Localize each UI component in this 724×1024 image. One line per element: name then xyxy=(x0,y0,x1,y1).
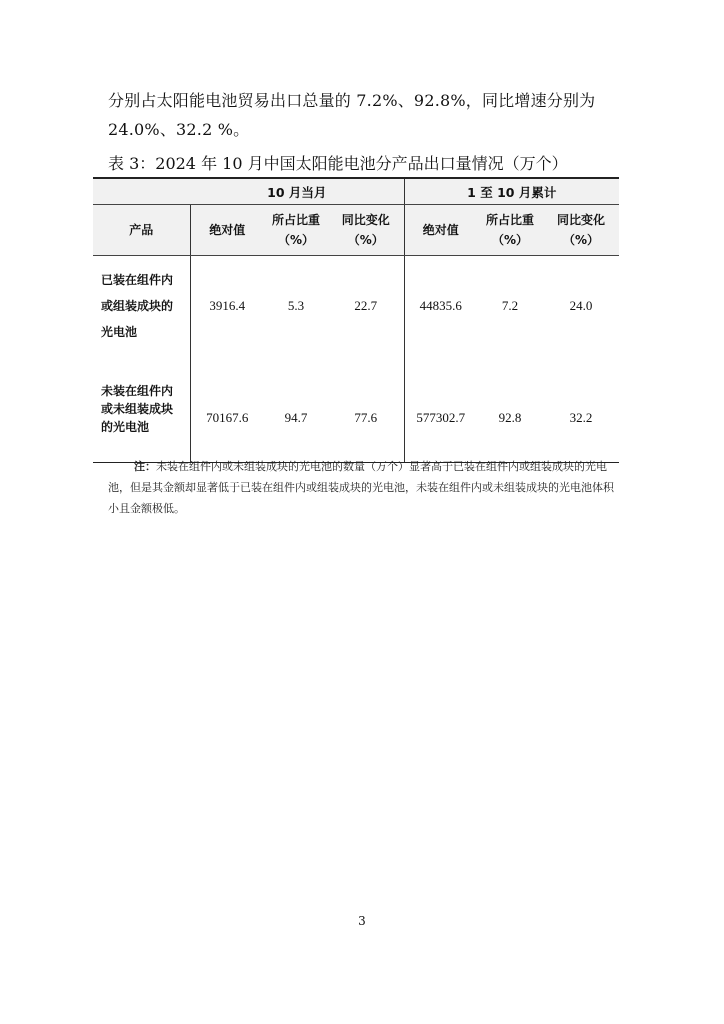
header-cum-yoy xyxy=(543,205,619,256)
cum-abs-value: 44835.6 xyxy=(404,256,477,357)
product-line: 或未组装成块 xyxy=(101,402,174,416)
table-row xyxy=(93,256,619,357)
header-month-abs: 绝对值 xyxy=(190,205,264,256)
header-product: 产品 xyxy=(93,205,190,256)
header-cumulative-group: 1 至 10 月累计 xyxy=(404,178,619,205)
product-line: 光电池 xyxy=(101,325,138,339)
table-caption: 表 3：2024 年 10 月中国太阳能电池分产品出口量情况（万个） xyxy=(108,154,568,173)
table-note xyxy=(108,456,624,519)
cum-yoy-value: 24.0 xyxy=(569,298,593,313)
header-month-yoy-line1: 同比变化 xyxy=(341,213,390,227)
table-row xyxy=(93,356,619,463)
header-month-share-line1: 所占比重 xyxy=(271,213,320,227)
header-cum-share-line1: 所占比重 xyxy=(485,213,534,227)
header-month-share-line2: （%） xyxy=(277,233,315,247)
header-month-yoy-line2: （%） xyxy=(347,233,384,247)
header-cum-yoy-line1: 同比变化 xyxy=(556,213,605,227)
cum-yoy-value: 32.2 xyxy=(543,356,619,463)
header-cum-share-line2: （%） xyxy=(491,233,529,247)
product-cell xyxy=(93,356,190,463)
header-month-share xyxy=(264,205,328,256)
product-line: 未装在组件内 xyxy=(101,384,174,398)
table-group-header-row xyxy=(93,178,619,205)
month-abs-value: 70167.6 xyxy=(190,356,264,463)
month-abs-value: 3916.4 xyxy=(209,298,246,313)
cum-share-value: 7.2 xyxy=(501,298,519,313)
paragraph-line-2: 24.0%、32.2 %。 xyxy=(108,120,250,139)
header-cum-abs: 绝对值 xyxy=(404,205,477,256)
note-label: 注： xyxy=(134,460,156,473)
cum-share-value: 92.8 xyxy=(477,356,543,463)
note-text: 未装在组件内或未组装成块的光电池的数量（万个）显著高于已装在组件内或组装成块的光电池，但是其金额却显著低于已装在组件内或组装成块的光电池，未装在组件内或未组装成块的光电池体积小且金额极低。 xyxy=(108,460,614,515)
header-month-yoy xyxy=(328,205,404,256)
month-share-value: 94.7 xyxy=(264,356,328,463)
product-line: 或组装成块的 xyxy=(101,299,174,313)
header-empty-cell xyxy=(93,178,190,205)
body-paragraph xyxy=(108,86,628,144)
paragraph-line-1: 分别占太阳能电池贸易出口总量的 7.2%、92.8%，同比增速分别为 xyxy=(108,91,596,110)
month-yoy-value: 77.6 xyxy=(328,356,404,463)
cum-abs-value: 577302.7 xyxy=(404,356,477,463)
header-cum-yoy-line2: （%） xyxy=(562,233,600,247)
product-line: 的光电池 xyxy=(101,420,150,434)
header-cum-share xyxy=(477,205,543,256)
page-number: 3 xyxy=(358,914,366,928)
header-month-group: 10 月当月 xyxy=(190,178,404,205)
product-line: 已装在组件内 xyxy=(101,273,174,287)
product-cell xyxy=(93,256,190,357)
month-share-value: 5.3 xyxy=(287,298,305,313)
month-yoy-value: 22.7 xyxy=(328,256,404,357)
export-table xyxy=(93,177,619,463)
table-column-header-row xyxy=(93,205,619,256)
